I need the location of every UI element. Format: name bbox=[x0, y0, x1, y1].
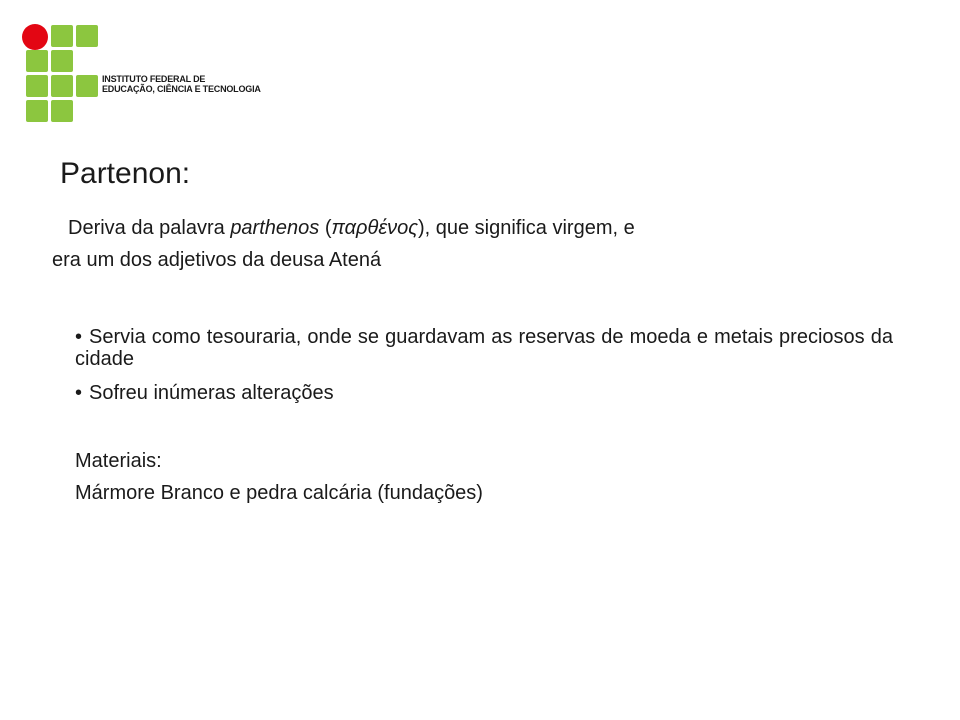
logo-square bbox=[51, 25, 73, 47]
logo-square bbox=[26, 75, 48, 97]
list-item-text: Sofreu inúmeras alterações bbox=[89, 382, 334, 404]
logo-grid-icon bbox=[24, 25, 102, 125]
logo-square bbox=[76, 25, 98, 47]
list-item bbox=[75, 382, 893, 404]
intro-paren-open: ( bbox=[319, 217, 332, 239]
intro-paragraph bbox=[52, 212, 912, 276]
intro-line-2: era um dos adjetivos da deusa Atená bbox=[52, 249, 382, 271]
intro-line-1 bbox=[52, 212, 912, 244]
bullet-icon: • bbox=[75, 382, 83, 404]
page-title: Partenon: bbox=[60, 157, 191, 190]
logo-text bbox=[102, 74, 261, 94]
materials-section bbox=[75, 445, 483, 509]
list-item bbox=[75, 326, 893, 370]
logo-text-line1: INSTITUTO FEDERAL DE bbox=[102, 74, 206, 84]
intro-text-before: Deriva da palavra bbox=[68, 217, 231, 239]
list-item-text: Servia como tesouraria, onde se guardavam as reservas de moeda e metais preciosos da cidade bbox=[75, 326, 893, 370]
logo-square bbox=[51, 75, 73, 97]
bullet-icon: • bbox=[75, 326, 83, 348]
logo-square bbox=[51, 50, 73, 72]
logo-square bbox=[51, 100, 73, 122]
logo-red-dot-icon bbox=[22, 24, 48, 50]
logo-square bbox=[26, 50, 48, 72]
intro-greek-word: παρθένος bbox=[331, 217, 418, 239]
materials-heading: Materiais: bbox=[75, 450, 162, 472]
materials-value: Mármore Branco e pedra calcária (fundações) bbox=[75, 482, 483, 504]
logo-text-line2: EDUCAÇÃO, CIÊNCIA E TECNOLOGIA bbox=[102, 84, 261, 94]
bullet-list bbox=[75, 326, 893, 416]
institute-logo bbox=[24, 25, 304, 125]
intro-word-parthenos: parthenos bbox=[230, 217, 320, 239]
logo-square bbox=[76, 75, 98, 97]
intro-text-after: ), que significa virgem, e bbox=[417, 217, 635, 239]
logo-square bbox=[26, 100, 48, 122]
